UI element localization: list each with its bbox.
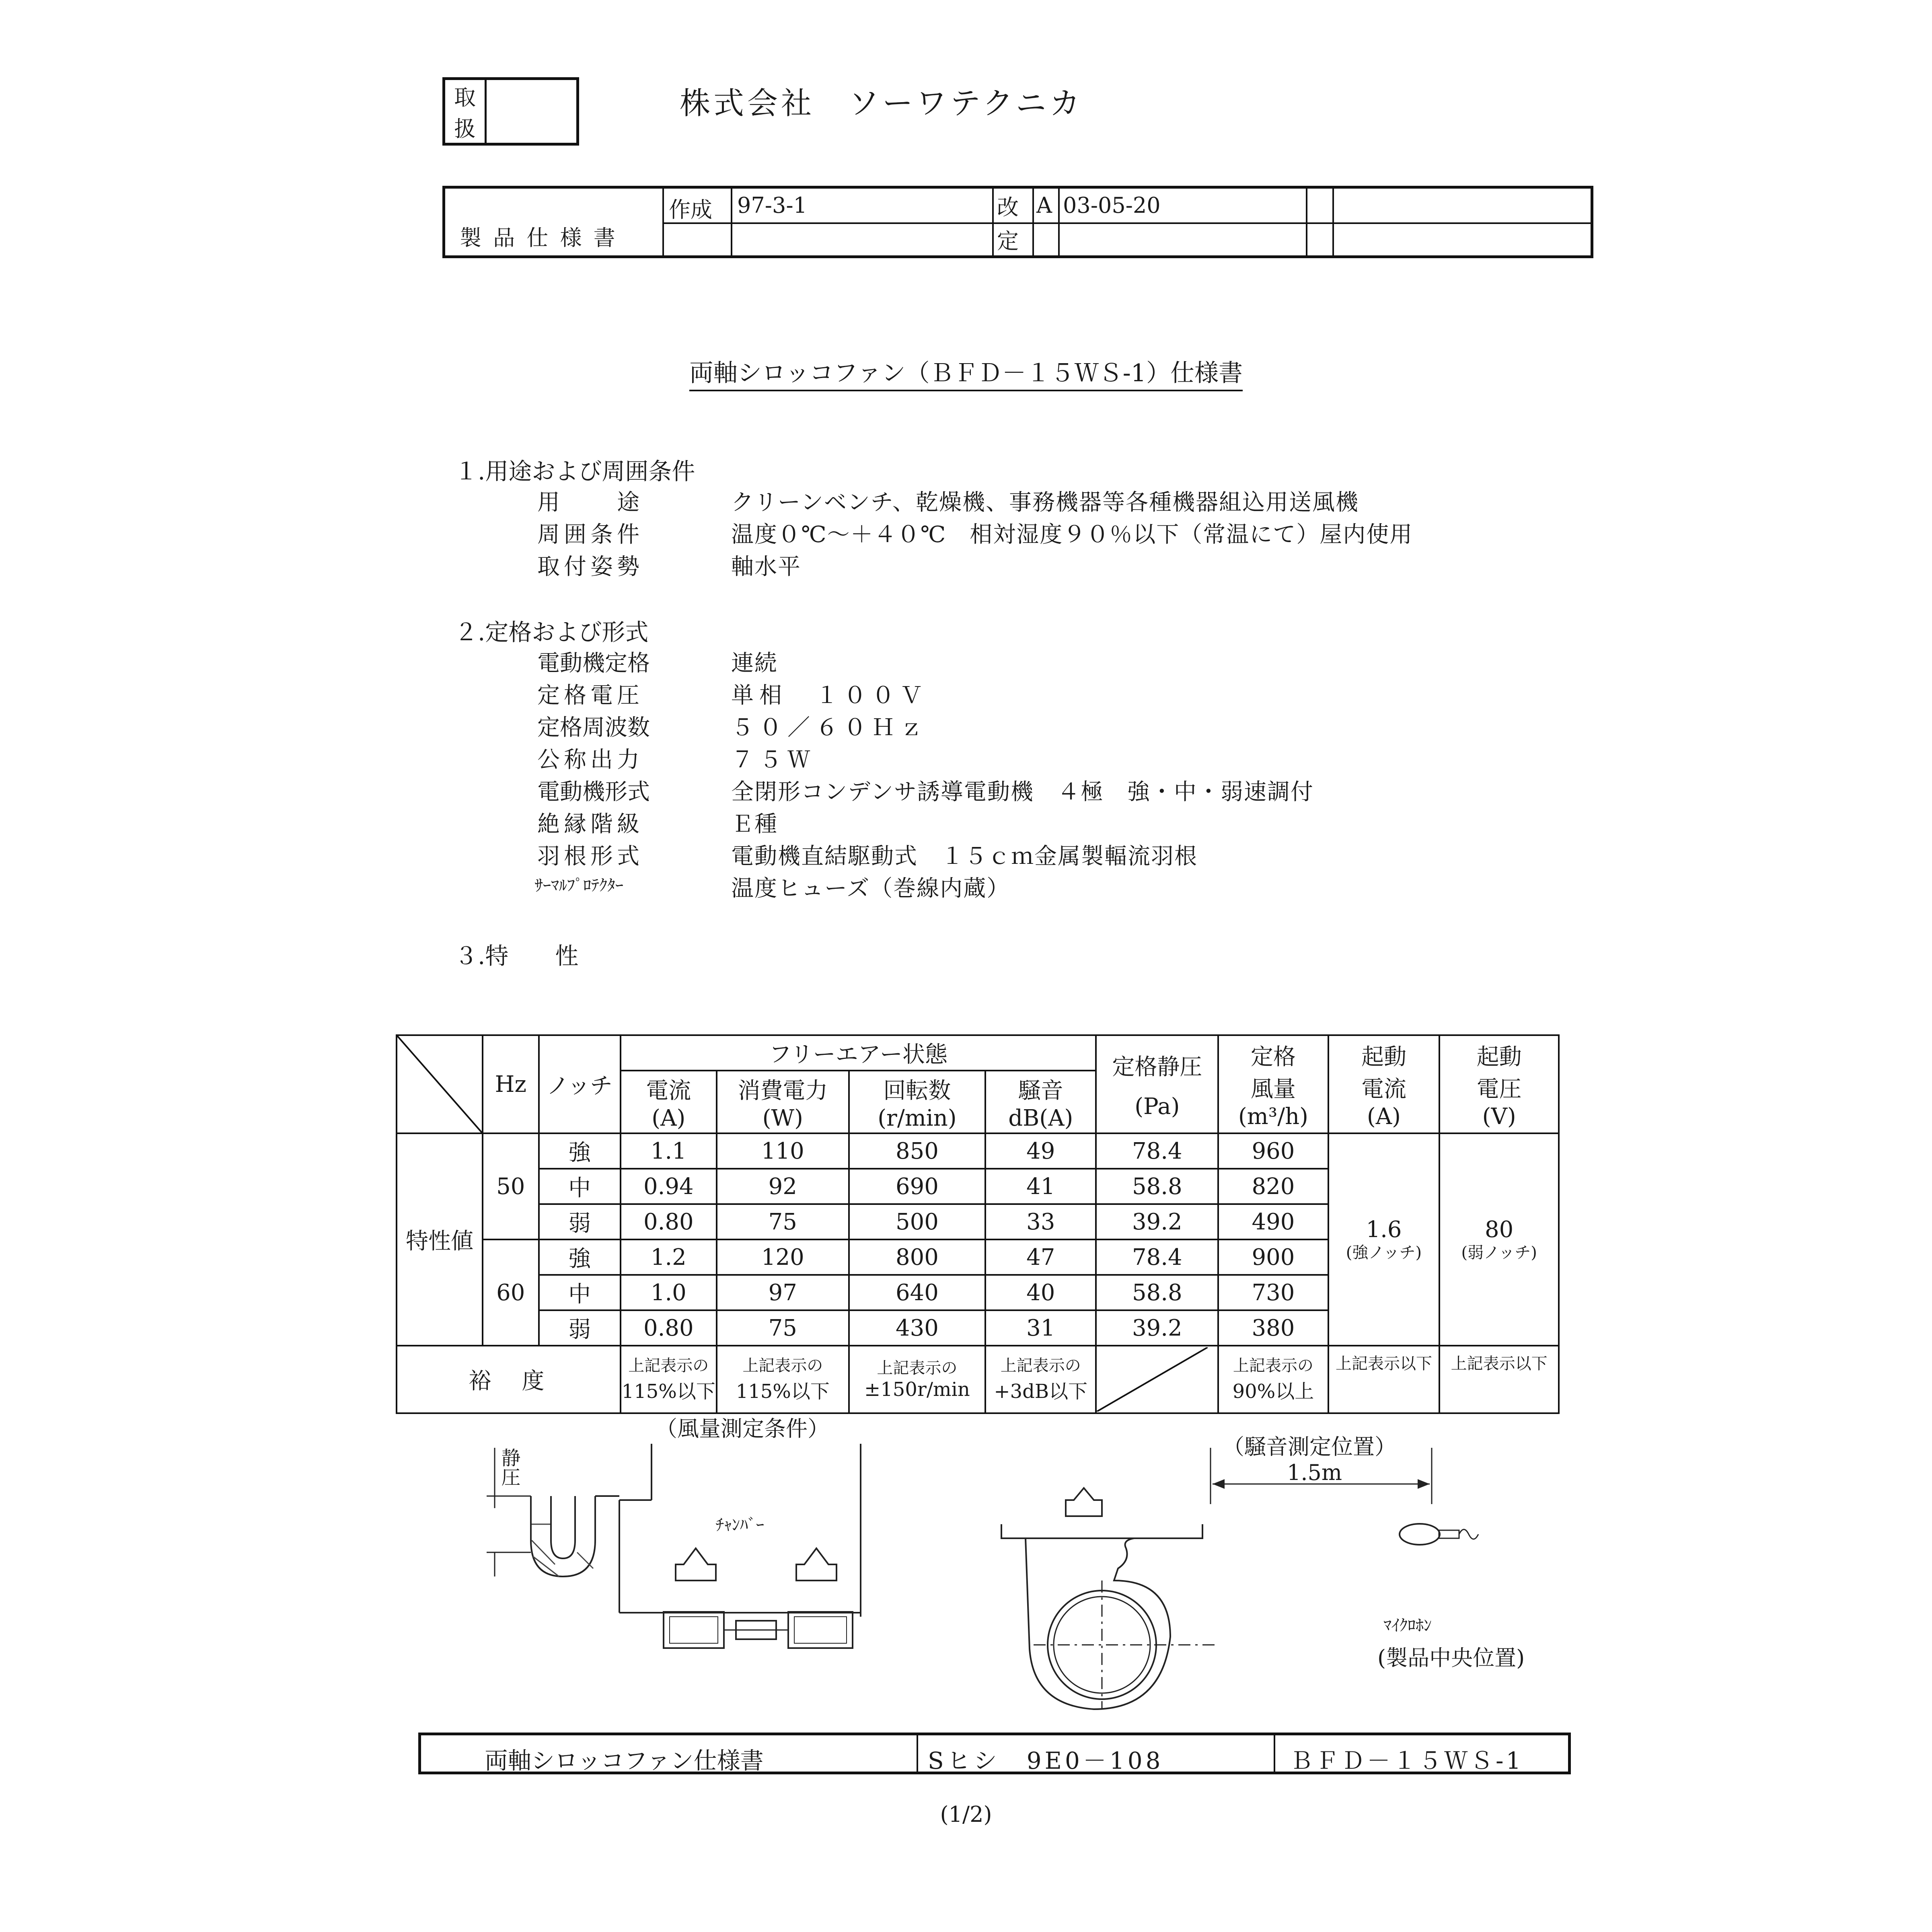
s2-label-3: 公称出力 bbox=[537, 747, 643, 773]
s2-label-1: 定格電圧 bbox=[537, 682, 643, 709]
revised-date: 03-05-20 bbox=[1063, 193, 1161, 218]
s1-value-0: クリーンベンチ、乾燥機、事務機器等各種機器組込用送風機 bbox=[731, 489, 1359, 516]
current-cell: 0.80 bbox=[621, 1204, 717, 1239]
static-pressure-header bbox=[1096, 1035, 1218, 1133]
start-voltage-note: (弱ノッチ) bbox=[1461, 1243, 1537, 1262]
noise-cell: 40 bbox=[985, 1275, 1096, 1310]
notch-cell: 強 bbox=[539, 1133, 621, 1169]
start-current-value: 1.6 bbox=[1366, 1216, 1402, 1243]
speed-cell: 500 bbox=[849, 1204, 986, 1239]
static-pressure-label: 静圧 bbox=[498, 1448, 520, 1486]
company-name: 株式会社 ソーワテクニカ bbox=[680, 85, 1083, 121]
tolerance-label: 裕 度 bbox=[397, 1346, 621, 1413]
tolerance-volume-2: 90%以上 bbox=[1232, 1380, 1314, 1403]
speed-cell: 850 bbox=[849, 1133, 986, 1169]
s2-value-0: 連続 bbox=[731, 650, 778, 676]
static-pressure-header-1: 定格静圧 bbox=[1112, 1054, 1202, 1080]
volume-cell: 730 bbox=[1218, 1275, 1328, 1310]
diagonal-line bbox=[397, 1036, 482, 1132]
s2-value-3: ７５Ｗ bbox=[731, 747, 816, 773]
handling-label bbox=[445, 80, 487, 143]
power-header-2: (W) bbox=[762, 1105, 803, 1131]
start-current-note: (強ノッチ) bbox=[1346, 1243, 1422, 1262]
footer-box bbox=[418, 1733, 1571, 1774]
handling-label-1: 取 bbox=[454, 84, 476, 110]
tolerance-power-2: 115%以下 bbox=[736, 1380, 830, 1403]
pressure-cell: 39.2 bbox=[1096, 1204, 1218, 1239]
document-title-text: 両軸シロッコファン（ＢＦＤ－１５ＷＳ-1）仕様書 bbox=[689, 359, 1243, 391]
noise-header bbox=[985, 1071, 1096, 1133]
section2-heading: ２.定格および形式 bbox=[454, 619, 649, 646]
revised-label-2: 定 bbox=[997, 228, 1019, 254]
pressure-cell: 58.8 bbox=[1096, 1169, 1218, 1204]
noise-cell: 33 bbox=[985, 1204, 1096, 1239]
created-label: 作成 bbox=[669, 197, 712, 222]
s1-label-0: 用 途 bbox=[537, 489, 643, 516]
s1-label-1: 周囲条件 bbox=[537, 522, 643, 548]
notch-cell: 中 bbox=[539, 1275, 621, 1310]
volume-cell: 490 bbox=[1218, 1204, 1328, 1239]
created-date: 97-3-1 bbox=[737, 193, 807, 218]
distance-label: 1.5m bbox=[1287, 1460, 1342, 1485]
speed-header bbox=[849, 1071, 986, 1133]
tolerance-power bbox=[717, 1346, 849, 1413]
power-cell: 110 bbox=[717, 1133, 849, 1169]
current-cell: 0.94 bbox=[621, 1169, 717, 1204]
airflow-diagram bbox=[462, 1444, 905, 1669]
pressure-cell: 39.2 bbox=[1096, 1310, 1218, 1346]
notch-header: ノッチ bbox=[539, 1035, 621, 1133]
s2-label-5: 絶縁階級 bbox=[537, 811, 643, 837]
start-voltage-header-1: 起動 bbox=[1476, 1044, 1522, 1070]
volume-cell: 960 bbox=[1218, 1133, 1328, 1169]
power-cell: 75 bbox=[717, 1310, 849, 1346]
current-cell: 1.2 bbox=[621, 1239, 717, 1275]
revised-label-1: 改 bbox=[997, 195, 1019, 220]
s2-value-2: ５０／６０Ｈｚ bbox=[731, 715, 928, 741]
spec-header-table bbox=[442, 186, 1593, 258]
tolerance-start-current bbox=[1328, 1346, 1440, 1413]
start-current-header-2: 電流 bbox=[1361, 1076, 1406, 1102]
free-air-header: フリーエアー状態 bbox=[621, 1035, 1096, 1071]
section3-heading: ３.特 性 bbox=[454, 942, 579, 970]
tolerance-volume bbox=[1218, 1346, 1328, 1413]
pressure-cell: 58.8 bbox=[1096, 1275, 1218, 1310]
tolerance-pressure-empty bbox=[1096, 1346, 1218, 1413]
tolerance-current-2: 115%以下 bbox=[621, 1380, 715, 1403]
power-header-1: 消費電力 bbox=[738, 1077, 828, 1104]
current-cell: 0.80 bbox=[621, 1310, 717, 1346]
noise-header-2: dB(A) bbox=[1008, 1105, 1073, 1131]
static-pressure-header-2: (Pa) bbox=[1135, 1093, 1180, 1120]
s1-value-2: 軸水平 bbox=[731, 554, 801, 580]
s2-value-6: 電動機直結駆動式 １５ｃｍ金属製輻流羽根 bbox=[731, 843, 1198, 869]
microphone-label: ﾏｲｸﾛﾎﾝ bbox=[1383, 1616, 1432, 1635]
current-header-1: 電流 bbox=[646, 1077, 691, 1104]
tolerance-current bbox=[621, 1346, 717, 1413]
footer-code: Sヒシ 9E0－108 bbox=[928, 1747, 1164, 1774]
air-volume-header-2: 風量 bbox=[1250, 1076, 1296, 1102]
s2-value-5: Ｅ種 bbox=[731, 811, 778, 837]
tolerance-row bbox=[397, 1346, 1559, 1413]
air-volume-header-1: 定格 bbox=[1250, 1044, 1296, 1070]
volume-cell: 900 bbox=[1218, 1239, 1328, 1275]
volume-cell: 820 bbox=[1218, 1169, 1328, 1204]
start-voltage-header-2: 電圧 bbox=[1476, 1076, 1522, 1102]
notch-cell: 中 bbox=[539, 1169, 621, 1204]
power-cell: 92 bbox=[717, 1169, 849, 1204]
tolerance-volume-1: 上記表示の bbox=[1233, 1356, 1313, 1375]
volume-cell: 380 bbox=[1218, 1310, 1328, 1346]
corner-diagonal-cell bbox=[397, 1035, 483, 1133]
hz-header: Hz bbox=[483, 1035, 539, 1133]
start-voltage-header-3: (V) bbox=[1482, 1103, 1516, 1130]
tolerance-start-voltage bbox=[1439, 1346, 1559, 1413]
start-current-header-1: 起動 bbox=[1361, 1044, 1406, 1070]
hz-50: 50 bbox=[483, 1133, 539, 1239]
noise-diagram-title: （騒音測定位置） bbox=[1223, 1434, 1396, 1459]
noise-cell: 47 bbox=[985, 1239, 1096, 1275]
footer-name: 両軸シロッコファン仕様書 bbox=[485, 1747, 764, 1774]
row-group-label: 特性値 bbox=[397, 1133, 483, 1346]
tolerance-noise-2: +3dB以下 bbox=[994, 1380, 1088, 1403]
noise-cell: 31 bbox=[985, 1310, 1096, 1346]
tolerance-speed-2: ±150r/min bbox=[864, 1378, 970, 1401]
table-row bbox=[397, 1133, 1559, 1169]
hz-60: 60 bbox=[483, 1239, 539, 1346]
tolerance-noise bbox=[985, 1346, 1096, 1413]
pressure-cell: 78.4 bbox=[1096, 1239, 1218, 1275]
s2-value-1: 単相 １００Ｖ bbox=[731, 682, 928, 709]
current-header-2: (A) bbox=[652, 1105, 686, 1131]
speed-cell: 430 bbox=[849, 1310, 986, 1346]
start-voltage-cell bbox=[1439, 1133, 1559, 1346]
airflow-diagram-title: （風量測定条件） bbox=[656, 1416, 829, 1441]
start-current-header bbox=[1328, 1035, 1440, 1133]
speed-cell: 690 bbox=[849, 1169, 986, 1204]
start-current-header-3: (A) bbox=[1367, 1103, 1401, 1130]
speed-header-2: (r/min) bbox=[878, 1105, 957, 1131]
s1-label-2: 取付姿勢 bbox=[537, 554, 643, 580]
power-cell: 120 bbox=[717, 1239, 849, 1275]
notch-cell: 弱 bbox=[539, 1310, 621, 1346]
start-voltage-value: 80 bbox=[1485, 1216, 1514, 1243]
handling-label-2: 扱 bbox=[454, 116, 476, 142]
speed-cell: 800 bbox=[849, 1239, 986, 1275]
air-volume-header bbox=[1218, 1035, 1328, 1133]
tolerance-noise-1: 上記表示の bbox=[1000, 1356, 1081, 1375]
section1-heading: １.用途および周囲条件 bbox=[454, 458, 695, 485]
s2-label-6: 羽根形式 bbox=[537, 843, 643, 869]
noise-diagram bbox=[993, 1448, 1556, 1737]
speed-cell: 640 bbox=[849, 1275, 986, 1310]
characteristics-table bbox=[396, 1034, 1560, 1414]
pressure-cell: 78.4 bbox=[1096, 1133, 1218, 1169]
current-cell: 1.1 bbox=[621, 1133, 717, 1169]
doc-type: 製 品 仕 様 書 bbox=[460, 225, 618, 251]
diagonal-line bbox=[1097, 1347, 1208, 1412]
tolerance-speed-1: 上記表示の bbox=[877, 1359, 958, 1377]
s1-value-1: 温度０℃～＋４０℃ 相対湿度９０％以下（常温にて）屋内使用 bbox=[731, 522, 1413, 548]
revision-mark: A bbox=[1036, 193, 1052, 218]
tolerance-start-current-text: 上記表示以下 bbox=[1335, 1354, 1432, 1373]
page-number: (1/2) bbox=[940, 1802, 992, 1827]
footer-model: ＢＦＤ－１５ＷＳ-1 bbox=[1290, 1747, 1523, 1774]
s2-value-4: 全閉形コンデンサ誘導電動機 ４極 強・中・弱速調付 bbox=[731, 779, 1314, 805]
power-cell: 97 bbox=[717, 1275, 849, 1310]
power-header bbox=[717, 1071, 849, 1133]
notch-cell: 強 bbox=[539, 1239, 621, 1275]
s2-label-2: 定格周波数 bbox=[537, 715, 650, 741]
document-title bbox=[0, 354, 1932, 388]
s2-value-7: 温度ヒューズ（巻線内蔵） bbox=[731, 876, 1010, 902]
handling-box bbox=[442, 77, 579, 146]
tolerance-current-1: 上記表示の bbox=[628, 1356, 709, 1375]
tolerance-start-voltage-text: 上記表示以下 bbox=[1451, 1354, 1548, 1373]
air-volume-header-3: (m³/h) bbox=[1238, 1103, 1309, 1130]
chamber-label: ﾁｬﾝﾊﾞｰ bbox=[716, 1516, 764, 1534]
notch-cell: 弱 bbox=[539, 1204, 621, 1239]
s2-label-7: ｻｰﾏﾙﾌﾟﾛﾃｸﾀｰ bbox=[535, 876, 623, 895]
s2-label-4: 電動機形式 bbox=[537, 779, 650, 805]
start-voltage-header bbox=[1439, 1035, 1559, 1133]
noise-cell: 41 bbox=[985, 1169, 1096, 1204]
current-header bbox=[621, 1071, 717, 1133]
s2-label-0: 電動機定格 bbox=[537, 650, 650, 676]
microphone-note: (製品中央位置) bbox=[1377, 1645, 1525, 1671]
tolerance-speed bbox=[849, 1346, 986, 1413]
noise-header-1: 騒音 bbox=[1018, 1077, 1063, 1104]
current-cell: 1.0 bbox=[621, 1275, 717, 1310]
speed-header-1: 回転数 bbox=[883, 1077, 951, 1104]
noise-cell: 49 bbox=[985, 1133, 1096, 1169]
start-current-cell bbox=[1328, 1133, 1440, 1346]
power-cell: 75 bbox=[717, 1204, 849, 1239]
tolerance-power-1: 上記表示の bbox=[742, 1356, 823, 1375]
